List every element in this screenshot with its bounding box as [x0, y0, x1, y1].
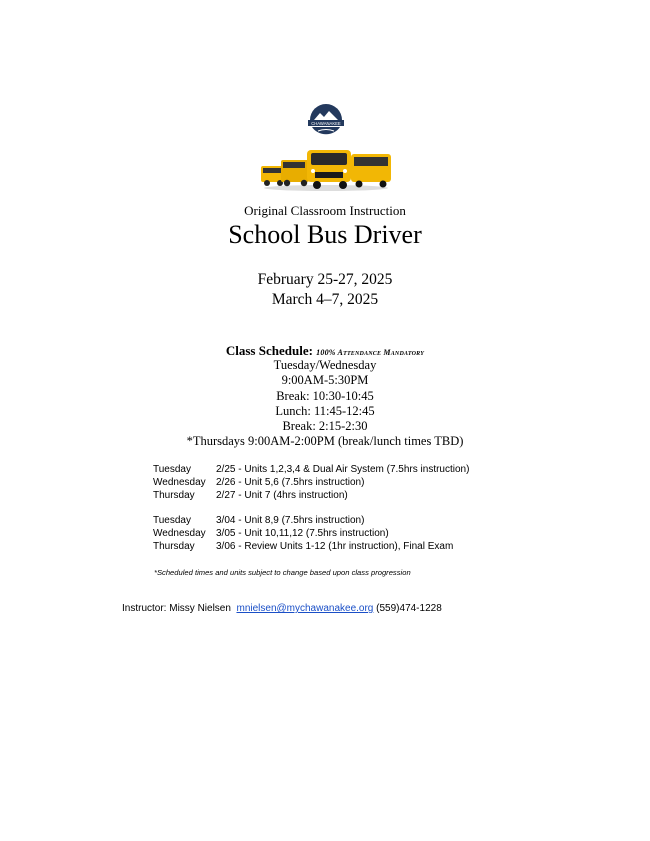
school-buses-image	[259, 146, 393, 192]
week-2-schedule	[153, 515, 453, 553]
table-row	[153, 464, 469, 477]
desc-cell: 3/04 - Unit 8,9 (7.5hrs instruction)	[216, 515, 365, 526]
day-cell: Thursday	[153, 489, 195, 501]
schedule-line: Lunch: 11:45-12:45	[275, 403, 375, 418]
schedule-label: Class Schedule:	[225, 343, 313, 358]
day-cell: Tuesday	[153, 464, 191, 475]
table-row	[153, 528, 453, 541]
instructor-name: Instructor: Missy Nielsen	[122, 603, 231, 614]
date-range: February 25-27, 2025	[257, 271, 393, 288]
day-cell: Wednesday	[153, 527, 206, 539]
instructor-phone: (559)474-1228	[376, 603, 442, 614]
subtitle: Original Classroom Instruction	[244, 203, 406, 218]
schedule-line: 9:00AM-5:30PM	[281, 373, 369, 388]
svg-text:CHAWANAKEE: CHAWANAKEE	[311, 120, 341, 126]
table-row	[153, 477, 469, 490]
desc-cell: 2/25 - Units 1,2,3,4 & Dual Air System (7.5hrs instruction)	[216, 464, 470, 475]
desc-cell: 3/05 - Unit 10,11,12 (7.5hrs instruction)	[216, 527, 389, 539]
schedule-line: Break: 2:15-2:30	[282, 419, 368, 434]
desc-cell: 2/27 - Unit 7 (4hrs instruction)	[216, 489, 348, 501]
table-row	[153, 515, 453, 528]
table-row	[153, 490, 469, 503]
date-range: March 4–7, 2025	[271, 291, 379, 308]
schedule-times	[0, 358, 650, 450]
instructor-email-link[interactable]: mnielsen@mychawanakee.org	[236, 603, 374, 614]
chawanakee-logo	[306, 104, 346, 138]
day-cell: Tuesday	[153, 515, 191, 526]
schedule-heading	[0, 343, 650, 359]
table-row	[153, 541, 453, 554]
day-cell: Wednesday	[153, 476, 206, 488]
class-dates	[0, 270, 650, 310]
schedule-line: *Thursdays 9:00AM-2:00PM (break/lunch times TBD)	[186, 434, 464, 449]
schedule-disclaimer: *Scheduled times and units subject to change based upon class progression	[154, 568, 411, 577]
schedule-line: Tuesday/Wednesday	[273, 358, 377, 372]
day-cell: Thursday	[153, 540, 195, 552]
page-title: School Bus Driver	[228, 220, 422, 249]
desc-cell: 2/26 - Unit 5,6 (7.5hrs instruction)	[216, 476, 365, 488]
desc-cell: 3/06 - Review Units 1-12 (1hr instruction), Final Exam	[216, 540, 454, 552]
week-1-schedule	[153, 464, 469, 502]
attendance-mandatory-note: 100% Attendance Mandatory	[316, 348, 425, 357]
instructor-contact	[122, 603, 442, 614]
schedule-line: Break: 10:30-10:45	[276, 388, 374, 403]
